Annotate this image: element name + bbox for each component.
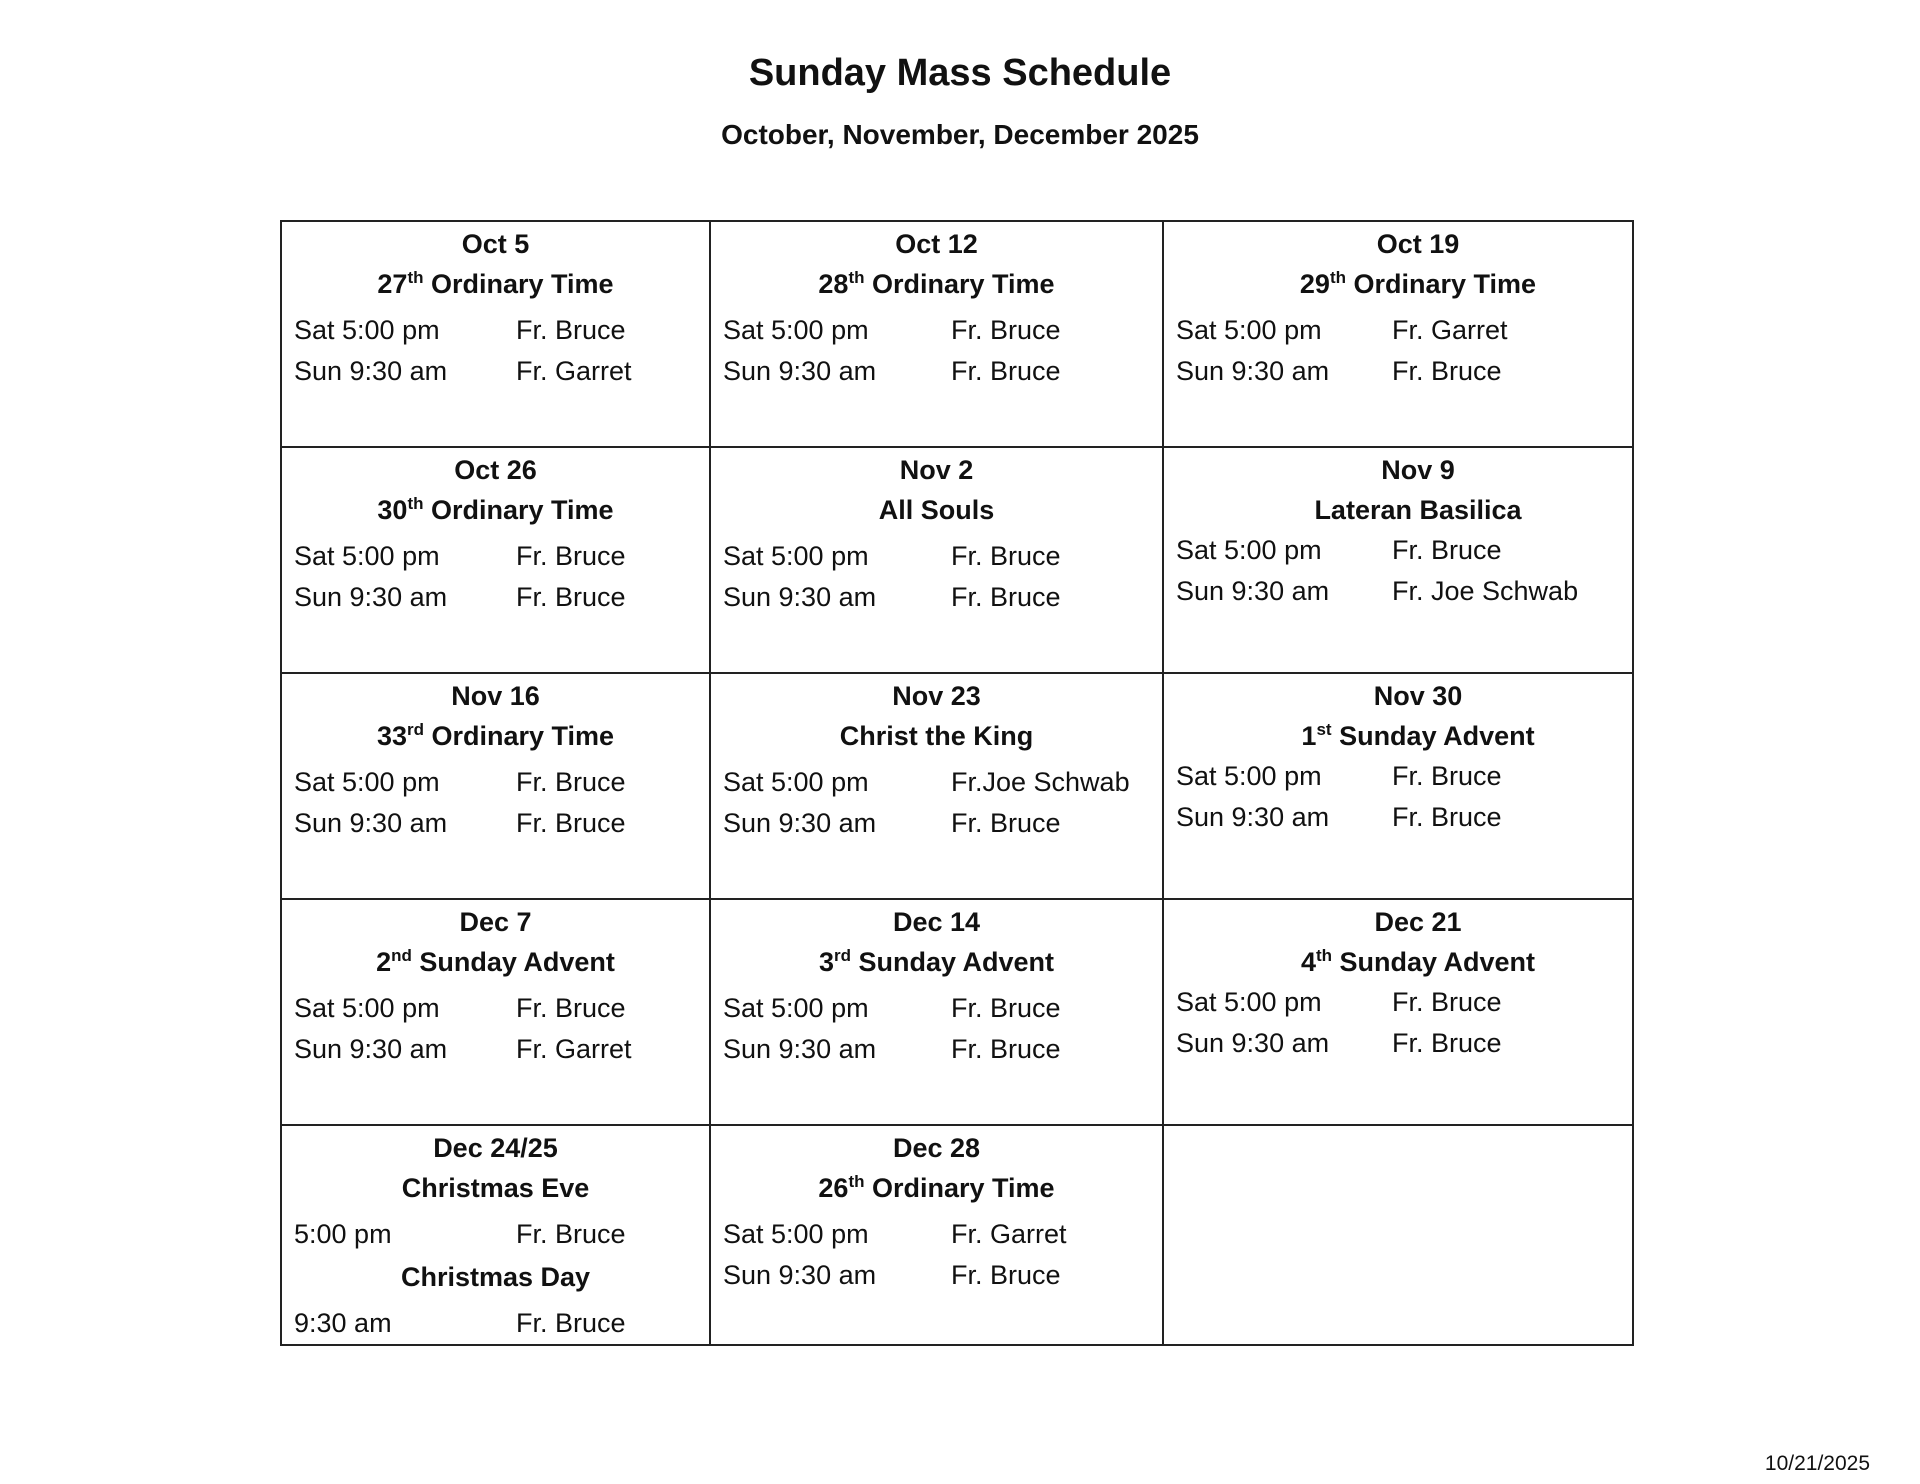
mass-time: Sun 9:30 am (723, 1260, 877, 1290)
mass-priest: Fr. Bruce (951, 1034, 1061, 1064)
mass-row (1164, 797, 1632, 838)
mass-time: Sun 9:30 am (723, 582, 877, 612)
week-cell (281, 899, 710, 1125)
mass-row (282, 1303, 709, 1344)
mass-time: Sat 5:00 pm (723, 993, 869, 1023)
mass-priest: Fr. Bruce (951, 1260, 1061, 1290)
week-liturgical-name: Lateran Basilica (1314, 495, 1522, 525)
mass-time: Sat 5:00 pm (723, 541, 869, 571)
mass-time: Sat 5:00 pm (723, 315, 869, 345)
mass-row (711, 310, 1162, 351)
mass-priest: Fr. Bruce (516, 541, 626, 571)
mass-priest: Fr. Bruce (1392, 987, 1502, 1017)
week-date: Nov 2 (899, 455, 974, 485)
mass-priest: Fr. Bruce (516, 767, 626, 797)
week-cell (710, 221, 1163, 447)
week-liturgical-name: 2nd Sunday Advent (376, 946, 615, 977)
mass-row (711, 988, 1162, 1029)
mass-row (282, 536, 709, 577)
mass-time: 9:30 am (294, 1308, 392, 1338)
week-date: Nov 23 (892, 681, 981, 711)
mass-priest: Fr. Bruce (951, 356, 1061, 386)
week-date: Oct 12 (895, 229, 978, 259)
mass-time: Sat 5:00 pm (294, 541, 440, 571)
week-liturgical-name: Christ the King (839, 721, 1034, 751)
week-cell (1163, 221, 1633, 447)
mass-row (1164, 530, 1632, 571)
mass-time: Sun 9:30 am (294, 582, 448, 612)
mass-priest: Fr. Bruce (1392, 1028, 1502, 1058)
mass-priest: Fr. Bruce (951, 808, 1061, 838)
mass-row (1164, 310, 1632, 351)
mass-priest: Fr. Bruce (951, 541, 1061, 571)
mass-time: Sat 5:00 pm (1176, 535, 1322, 565)
week-cell (1163, 673, 1633, 899)
week-liturgical-name: 28th Ordinary Time (818, 268, 1055, 299)
mass-time: Sun 9:30 am (1176, 356, 1330, 386)
mass-time: Sun 9:30 am (1176, 576, 1330, 606)
mass-row (1164, 351, 1632, 392)
mass-row (1164, 756, 1632, 797)
mass-priest: Fr. Bruce (1392, 802, 1502, 832)
week-cell (710, 899, 1163, 1125)
schedule-row (281, 1125, 1633, 1345)
week-date: Dec 7 (459, 907, 532, 937)
week-liturgical-name: All Souls (878, 495, 995, 525)
mass-time: Sun 9:30 am (723, 808, 877, 838)
schedule-row (281, 899, 1633, 1125)
week-liturgical-name: 3rd Sunday Advent (818, 946, 1055, 977)
mass-time: Sun 9:30 am (294, 808, 448, 838)
mass-row (1164, 982, 1632, 1023)
week-liturgical-name: 27th Ordinary Time (377, 268, 614, 299)
mass-time: Sun 9:30 am (1176, 802, 1330, 832)
mass-priest: Fr. Bruce (1392, 761, 1502, 791)
week-cell (281, 447, 710, 673)
mass-priest: Fr. Bruce (1392, 535, 1502, 565)
mass-priest: Fr. Bruce (516, 808, 626, 838)
week-cell (1163, 447, 1633, 673)
mass-priest: Fr. Bruce (951, 315, 1061, 345)
mass-row (282, 762, 709, 803)
mass-time: Sat 5:00 pm (1176, 987, 1322, 1017)
mass-priest: Fr. Garret (951, 1219, 1067, 1249)
mass-row (282, 988, 709, 1029)
mass-row (282, 577, 709, 618)
week-cell (1163, 899, 1633, 1125)
mass-priest: Fr. Bruce (1392, 356, 1502, 386)
page-title: Sunday Mass Schedule (748, 52, 1172, 94)
mass-priest: Fr. Bruce (516, 582, 626, 612)
week-liturgical-name: 1st Sunday Advent (1301, 720, 1535, 751)
mass-time: Sun 9:30 am (294, 356, 448, 386)
week-date: Dec 21 (1374, 907, 1462, 937)
mass-priest: Fr. Bruce (951, 993, 1061, 1023)
mass-row (711, 1255, 1162, 1296)
mass-row (711, 1029, 1162, 1070)
week-date: Nov 9 (1381, 455, 1455, 485)
week-cell (710, 1125, 1163, 1345)
mass-row (1164, 571, 1632, 612)
week-date: Nov 16 (451, 681, 540, 711)
mass-row (711, 762, 1162, 803)
mass-time: Sat 5:00 pm (1176, 761, 1322, 791)
mass-row (282, 803, 709, 844)
mass-row (282, 351, 709, 392)
week-cell (281, 1125, 710, 1345)
print-date: 10/21/2025 (1764, 1452, 1870, 1475)
mass-time: Sat 5:00 pm (294, 993, 440, 1023)
mass-priest: Fr. Bruce (516, 993, 626, 1023)
mass-priest: Fr. Bruce (951, 582, 1061, 612)
mass-priest: Fr. Garret (516, 1034, 632, 1064)
mass-priest: Fr. Bruce (516, 315, 626, 345)
week-liturgical-name: 26th Ordinary Time (818, 1172, 1055, 1203)
mass-row (711, 351, 1162, 392)
week-liturgical-name: 4th Sunday Advent (1300, 946, 1536, 977)
week-date: Dec 24/25 (433, 1133, 558, 1163)
week-date: Oct 5 (461, 229, 530, 259)
week-cell (281, 221, 710, 447)
week-date: Dec 14 (892, 907, 981, 937)
mass-row (711, 803, 1162, 844)
week-liturgical-name: 29th Ordinary Time (1299, 268, 1537, 299)
mass-time: Sun 9:30 am (1176, 1028, 1330, 1058)
mass-row (1164, 1023, 1632, 1064)
mass-time: Sat 5:00 pm (723, 767, 869, 797)
mass-time: Sun 9:30 am (294, 1034, 448, 1064)
mass-time: 5:00 pm (294, 1219, 392, 1249)
week-cell (710, 673, 1163, 899)
schedule-row (281, 447, 1633, 673)
week-date: Nov 30 (1373, 681, 1463, 711)
week-date: Oct 19 (1376, 229, 1460, 259)
mass-row (282, 1214, 709, 1255)
mass-time: Sun 9:30 am (723, 1034, 877, 1064)
mass-priest: Fr. Bruce (516, 1308, 626, 1338)
mass-time: Sat 5:00 pm (294, 767, 440, 797)
mass-time: Sun 9:30 am (723, 356, 877, 386)
mass-priest: Fr. Joe Schwab (1392, 576, 1579, 606)
empty-cell (1163, 1125, 1633, 1345)
mass-priest: Fr. Garret (1392, 315, 1508, 345)
week-liturgical-name: Christmas Eve (401, 1173, 590, 1203)
week-sub-name: Christmas Day (400, 1262, 591, 1292)
mass-row (711, 577, 1162, 618)
mass-row (711, 1214, 1162, 1255)
week-liturgical-name: 33rd Ordinary Time (376, 720, 615, 751)
mass-priest: Fr. Garret (516, 356, 632, 386)
schedule-row (281, 673, 1633, 899)
week-cell (710, 447, 1163, 673)
mass-row (282, 1029, 709, 1070)
mass-time: Sat 5:00 pm (723, 1219, 869, 1249)
mass-row (711, 536, 1162, 577)
mass-row (282, 310, 709, 351)
page-subtitle: October, November, December 2025 (721, 119, 1199, 150)
week-date: Dec 28 (892, 1133, 981, 1163)
mass-time: Sat 5:00 pm (294, 315, 440, 345)
schedule-table (280, 220, 1634, 1346)
week-liturgical-name: 30th Ordinary Time (377, 494, 614, 525)
mass-priest: Fr.Joe Schwab (951, 767, 1130, 797)
schedule-row (281, 221, 1633, 447)
week-cell (281, 673, 710, 899)
mass-time: Sat 5:00 pm (1176, 315, 1322, 345)
week-date: Oct 26 (454, 455, 537, 485)
mass-priest: Fr. Bruce (516, 1219, 626, 1249)
